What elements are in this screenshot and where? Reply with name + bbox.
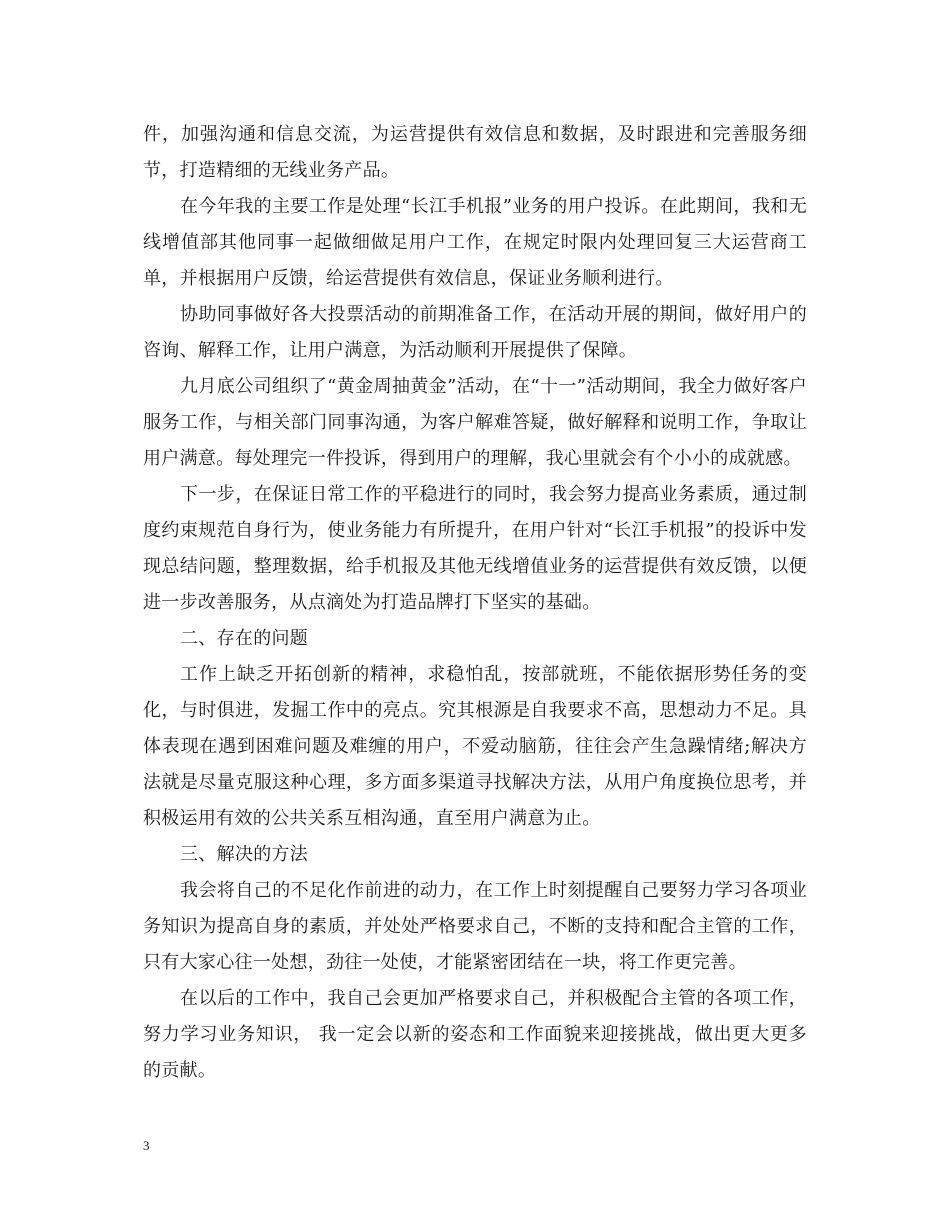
section-heading-problems: 二、存在的问题 bbox=[180, 628, 309, 649]
section-heading-solutions: 三、解决的方法 bbox=[180, 844, 309, 865]
paragraph-future-work: 在以后的工作中，我自己会更加严格要求自己，并积极配合主管的各项工作，努力学习业务知识， 我一定会以新的姿态和工作面貌来迎接挑战，做出更大更多的贡献。 bbox=[143, 988, 807, 1081]
page-number: 3 bbox=[143, 1138, 150, 1153]
paragraph-solutions: 我会将自己的不足化作前进的动力，在工作上时刻提醒自己要努力学习各项业务知识为提高自身的素质，并处处严格要求自己，不断的支持和配合主管的工作，只有大家心往一处想，劲往一处使，才能紧密团结在一块，将工作更完善。 bbox=[143, 880, 807, 973]
paragraph-next-steps: 下一步，在保证日常工作的平稳进行的同时，我会努力提高业务素质，通过制度约束规范自身行为，使业务能力有所提升，在用户针对“长江手机报”的投诉中发现总结问题，整理数据，给手机报及其他无线增值业务的运营提供有效反馈，以便进一步改善服务，从点滴处为打造品牌打下坚实的基础。 bbox=[143, 484, 807, 613]
document-body bbox=[143, 117, 807, 1089]
paragraph-complaints: 在今年我的主要工作是处理“长江手机报”业务的用户投诉。在此期间，我和无线增值部其他同事一起做细做足用户工作，在规定时限内处理回复三大运营商工单，并根据用户反馈，给运营提供有效信息，保证业务顺利进行。 bbox=[143, 196, 807, 289]
paragraph-problems: 工作上缺乏开拓创新的精神，求稳怕乱，按部就班，不能依据形势任务的变化，与时俱进，发掘工作中的亮点。究其根源是自我要求不高，思想动力不足。具体表现在遇到困难问题及难缠的用户，不爱动脑筋，往往会产生急躁情绪;解决方法就是尽量克服这种心理，多方面多渠道寻找解决方法，从用户角度换位思考，并积极运用有效的公共关系互相沟通，直至用户满意为止。 bbox=[143, 664, 807, 829]
paragraph-voting-activities: 协助同事做好各大投票活动的前期准备工作，在活动开展的期间，做好用户的咨询、解释工作，让用户满意，为活动顺利开展提供了保障。 bbox=[143, 304, 807, 361]
paragraph-golden-week: 九月底公司组织了“黄金周抽黄金”活动，在“十一”活动期间，我全力做好客户服务工作，与相关部门同事沟通，为客户解难答疑，做好解释和说明工作，争取让用户满意。每处理完一件投诉，得到用户的理解，我心里就会有个小小的成就感。 bbox=[143, 376, 807, 469]
paragraph-continuation: 件，加强沟通和信息交流，为运营提供有效信息和数据，及时跟进和完善服务细节，打造精细的无线业务产品。 bbox=[143, 124, 807, 181]
